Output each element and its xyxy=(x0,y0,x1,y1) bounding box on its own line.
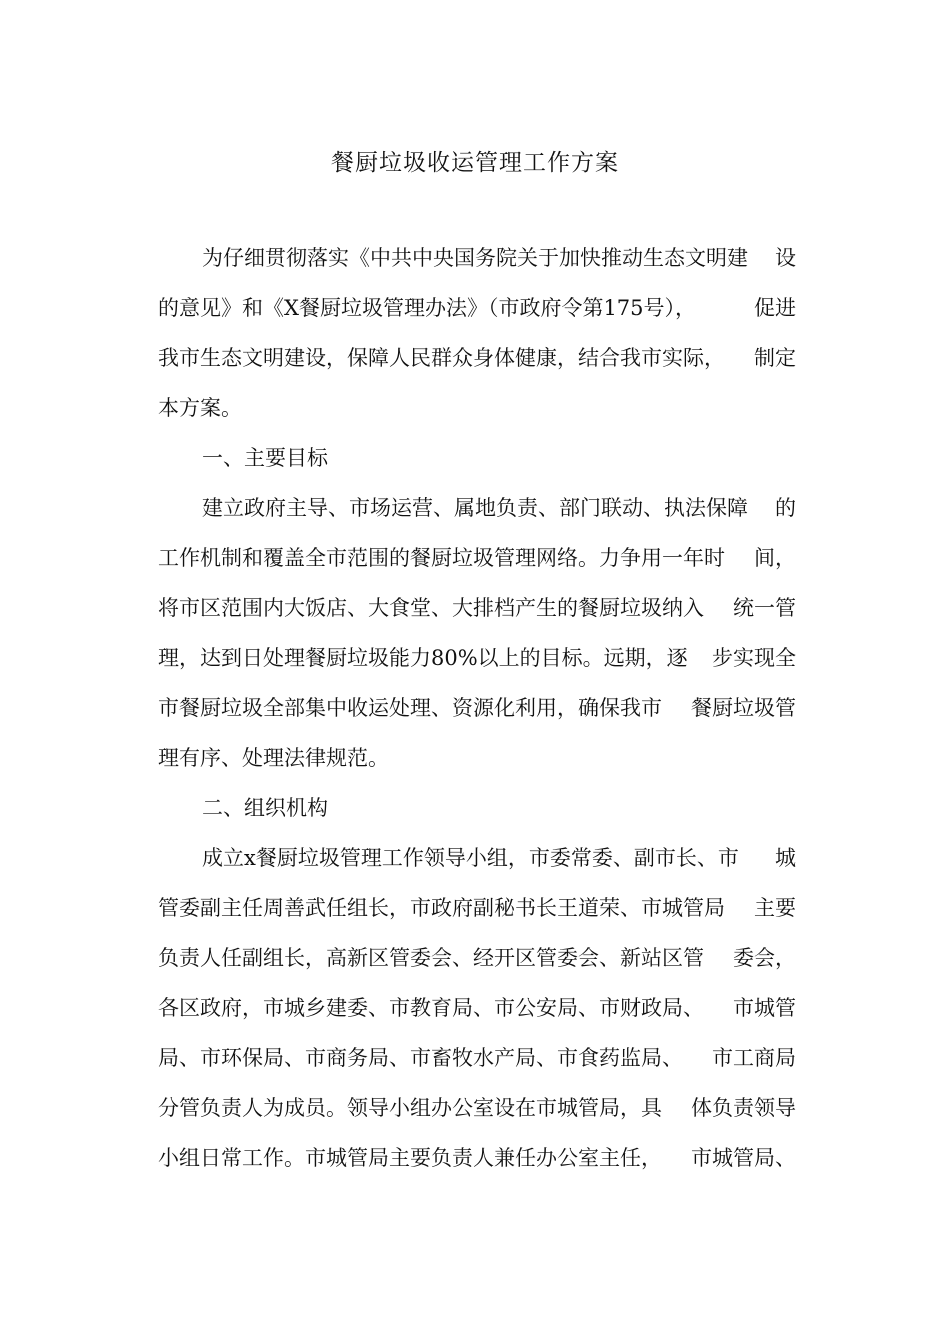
paragraph-line xyxy=(158,593,796,623)
paragraph-line: 本方案。 xyxy=(158,396,242,420)
text-segment: 理，达到日处理餐厨垃圾能力80%以上的目标。远期，逐 xyxy=(158,646,688,670)
text-segment: 的 xyxy=(775,496,796,520)
paragraph-line xyxy=(202,493,796,523)
paragraph-line xyxy=(158,343,796,373)
document-title: 餐厨垃圾收运管理工作方案 xyxy=(331,150,619,176)
text-segment: 为仔细贯彻落实《中共中央国务院关于加快推动生态文明建 xyxy=(202,246,748,270)
text-segment: 统一管 xyxy=(733,596,796,620)
text-segment: 城 xyxy=(775,846,796,870)
paragraph-line xyxy=(158,293,796,323)
text-segment: 市城管局、 xyxy=(691,1146,796,1170)
text-segment: 主要 xyxy=(754,896,796,920)
text-segment: 成立x餐厨垃圾管理工作领导小组，市委常委、副市长、市 xyxy=(202,846,739,870)
text-segment: 制定 xyxy=(754,346,796,370)
text-segment: 将市区范围内大饭店、大食堂、大排档产生的餐厨垃圾纳入 xyxy=(158,596,704,620)
section-heading: 二、组织机构 xyxy=(202,796,328,820)
paragraph-line xyxy=(158,1143,796,1173)
paragraph-line xyxy=(158,1043,796,1073)
paragraph-line xyxy=(158,543,796,573)
text-segment: 委会， xyxy=(733,946,796,970)
text-segment: 各区政府，市城乡建委、市教育局、市公安局、市财政局、 xyxy=(158,996,704,1020)
text-segment: 分管负责人为成员。领导小组办公室设在市城管局，具 xyxy=(158,1096,662,1120)
paragraph-line xyxy=(158,993,796,1023)
text-segment: 我市生态文明建设，保障人民群众身体健康，结合我市实际， xyxy=(158,346,725,370)
paragraph-line xyxy=(202,843,796,873)
paragraph-line xyxy=(202,243,796,273)
text-segment: 管委副主任周善武任组长，市政府副秘书长王道荣、市城管局 xyxy=(158,896,725,920)
text-segment: 市餐厨垃圾全部集中收运处理、资源化利用，确保我市 xyxy=(158,696,662,720)
section-heading: 一、主要目标 xyxy=(202,446,328,470)
text-segment: 体负责领导 xyxy=(691,1096,796,1120)
text-segment: 工作机制和覆盖全市范围的餐厨垃圾管理网络。力争用一年时 xyxy=(158,546,725,570)
text-segment: 小组日常工作。市城管局主要负责人兼任办公室主任， xyxy=(158,1146,662,1170)
text-segment: 步实现全 xyxy=(712,646,796,670)
text-segment: 餐厨垃圾管 xyxy=(691,696,796,720)
paragraph-line xyxy=(158,693,796,723)
text-segment: 促进 xyxy=(754,296,796,320)
paragraph-line xyxy=(158,893,796,923)
text-segment: 负责人任副组长，高新区管委会、经开区管委会、新站区管 xyxy=(158,946,704,970)
text-segment: 建立政府主导、市场运营、属地负责、部门联动、执法保障 xyxy=(202,496,748,520)
text-segment: 设 xyxy=(775,246,796,270)
text-segment: 市工商局 xyxy=(712,1046,796,1070)
paragraph-line xyxy=(158,943,796,973)
text-segment: 的意见》和《X餐厨垃圾管理办法》（市政府令第175号）， xyxy=(158,296,697,320)
paragraph-line: 理有序、处理法律规范。 xyxy=(158,746,389,770)
text-segment: 间， xyxy=(754,546,796,570)
paragraph-line xyxy=(158,1093,796,1123)
paragraph-line xyxy=(158,643,796,673)
text-segment: 市城管 xyxy=(733,996,796,1020)
text-segment: 局、市环保局、市商务局、市畜牧水产局、市食药监局、 xyxy=(158,1046,683,1070)
